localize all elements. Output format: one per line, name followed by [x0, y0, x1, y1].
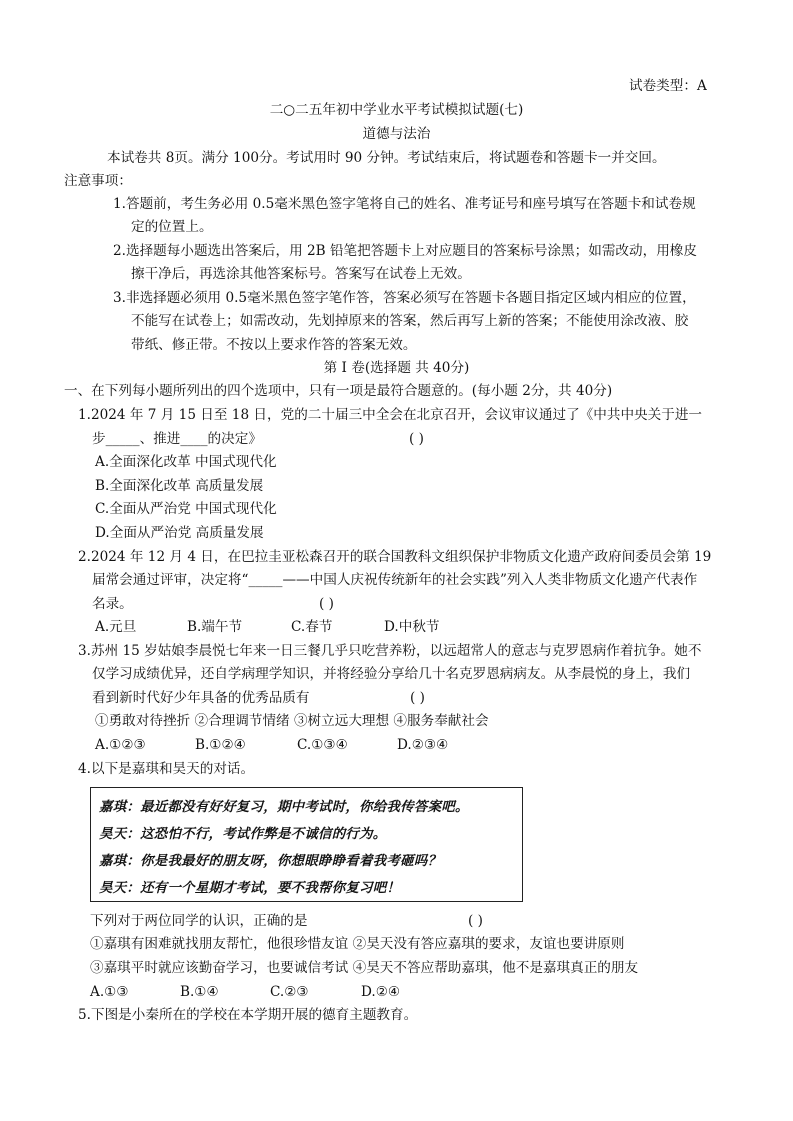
- q2-answer-paren: ( ): [319, 596, 334, 612]
- notice-item-1: 1.答题前，考生务必用 0.5毫米黑色签字笔将自己的姓名、准考证号和座号填写在答题卡和试卷规: [113, 196, 696, 212]
- q1-line-2: 步_____、推进____的决定》: [92, 431, 262, 447]
- q2-option-d: D.中秋节: [384, 619, 440, 635]
- dialog-box: [90, 787, 523, 902]
- dialog-line-4: 昊天：还有一个星期才考试，要不我帮你复习吧！: [99, 881, 401, 896]
- q4-question: 下列对于两位同学的认识，正确的是: [90, 913, 308, 929]
- q3-option-d: D.②③④: [397, 737, 449, 753]
- q4-option-c: C.②③: [270, 984, 309, 1000]
- q2-line-2: 届常会通过评审，决定将“_____——中国人庆祝传统新年的社会实践”列入人类非物质文化遗产代表作: [92, 572, 698, 588]
- q4-answer-paren: ( ): [468, 913, 483, 929]
- q1-option-a: A.全面深化改革 中国式现代化: [95, 454, 277, 470]
- exam-title: 二○二五年初中学业水平考试模拟试题(七): [269, 102, 524, 118]
- section-title: 第 I 卷(选择题 共 40分): [323, 360, 470, 376]
- q3-line-3: 看到新时代好少年具备的优秀品质有: [92, 690, 310, 706]
- q2-option-c: C.春节: [291, 619, 333, 635]
- notice-item-3: 3.非选择题必须用 0.5毫米黑色签字笔作答，答案必须写在答题卡各题目指定区域内相应的位置，: [113, 290, 696, 306]
- q4-items-2: ③嘉琪平时就应该勤奋学习，也要诚信考试 ④昊天不答应帮助嘉琪，他不是嘉琪真正的朋友: [90, 960, 639, 976]
- section-instruction: 一、在下列每小题所列出的四个选项中，只有一项是最符合题意的。(每小题 2分，共 40分): [64, 383, 613, 399]
- q4-items-1: ①嘉琪有困难就找朋友帮忙，他很珍惜友谊 ②昊天没有答应嘉琪的要求，友谊也要讲原则: [90, 936, 625, 952]
- notice-item-2: 2.选择题每小题选出答案后，用 2B 铅笔把答题卡上对应题目的答案标号涂黑；如需改动，用橡皮: [113, 243, 697, 259]
- q1-line-1: 1.2024 年 7 月 15 日至 18 日，党的二十届三中全会在北京召开，会议审议通过了《中共中央关于进一: [78, 407, 703, 423]
- notice-item-3-cont: 不能写在试卷上；如需改动，先划掉原来的答案，然后再写上新的答案；不能使用涂改液、胶: [131, 313, 689, 329]
- q1-option-c: C.全面从严治党 中国式现代化: [95, 501, 277, 517]
- notice-item-3-cont2: 带纸、修正带。不按以上要求作答的答案无效。: [131, 337, 417, 353]
- q2-option-b: B.端午节: [187, 619, 243, 635]
- q3-items: ①勇敢对待挫折 ②合理调节情绪 ③树立远大理想 ④服务奉献社会: [95, 713, 489, 729]
- q4-option-d: D.②④: [361, 984, 401, 1000]
- q1-option-b: B.全面深化改革 高质量发展: [95, 478, 264, 494]
- notice-item-2-cont: 擦干净后，再选涂其他答案标号。答案写在试卷上无效。: [131, 266, 471, 282]
- q3-line-1: 3.苏州 15 岁姑娘李晨悦七年来一日三餐几乎只吃营养粉，以远超常人的意志与克罗恩病作着抗争。她不: [78, 643, 702, 659]
- notice-heading: 注意事项：: [64, 173, 132, 189]
- q3-option-b: B.①②④: [195, 737, 246, 753]
- q2-option-a: A.元旦: [95, 619, 137, 635]
- q3-option-a: A.①②③: [95, 737, 146, 753]
- q3-option-c: C.①③④: [297, 737, 348, 753]
- q5-line-1: 5.下图是小秦所在的学校在本学期开展的德育主题教育。: [78, 1007, 418, 1023]
- q2-line-1: 2.2024 年 12 月 4 日，在巴拉圭亚松森召开的联合国教科文组织保护非物质文化遗产政府间委员会第 19: [78, 549, 712, 565]
- exam-subject: 道德与法治: [362, 126, 431, 142]
- q3-answer-paren: ( ): [410, 690, 425, 706]
- intro-text: 本试卷共 8页。满分 100分。考试用时 90 分钟。考试结束后，将试题卷和答题卡一并交回。: [107, 150, 666, 166]
- q4-intro: 4.以下是嘉琪和昊天的对话。: [78, 761, 255, 777]
- dialog-line-2: 昊天：这恐怕不行，考试作弊是不诚信的行为。: [99, 827, 387, 842]
- q1-option-d: D.全面从严治党 高质量发展: [95, 525, 264, 541]
- q4-option-b: B.①④: [180, 984, 219, 1000]
- q1-answer-paren: ( ): [409, 431, 424, 447]
- q3-line-2: 仅学习成绩优异，还自学病理学知识，并将经验分享给几十名克罗恩病病友。从李晨悦的身上，我们: [92, 666, 691, 682]
- dialog-line-1: 嘉琪：最近都没有好好复习，期中考试时，你给我传答案吧。: [99, 800, 469, 815]
- q2-line-3: 名录。: [92, 596, 133, 612]
- paper-type: 试卷类型：A: [629, 78, 707, 94]
- q4-option-a: A.①③: [90, 984, 129, 1000]
- dialog-line-3: 嘉琪：你是我最好的朋友呀，你想眼睁睁看着我考砸吗？: [99, 854, 442, 869]
- notice-item-1-cont: 定的位置上。: [131, 219, 213, 235]
